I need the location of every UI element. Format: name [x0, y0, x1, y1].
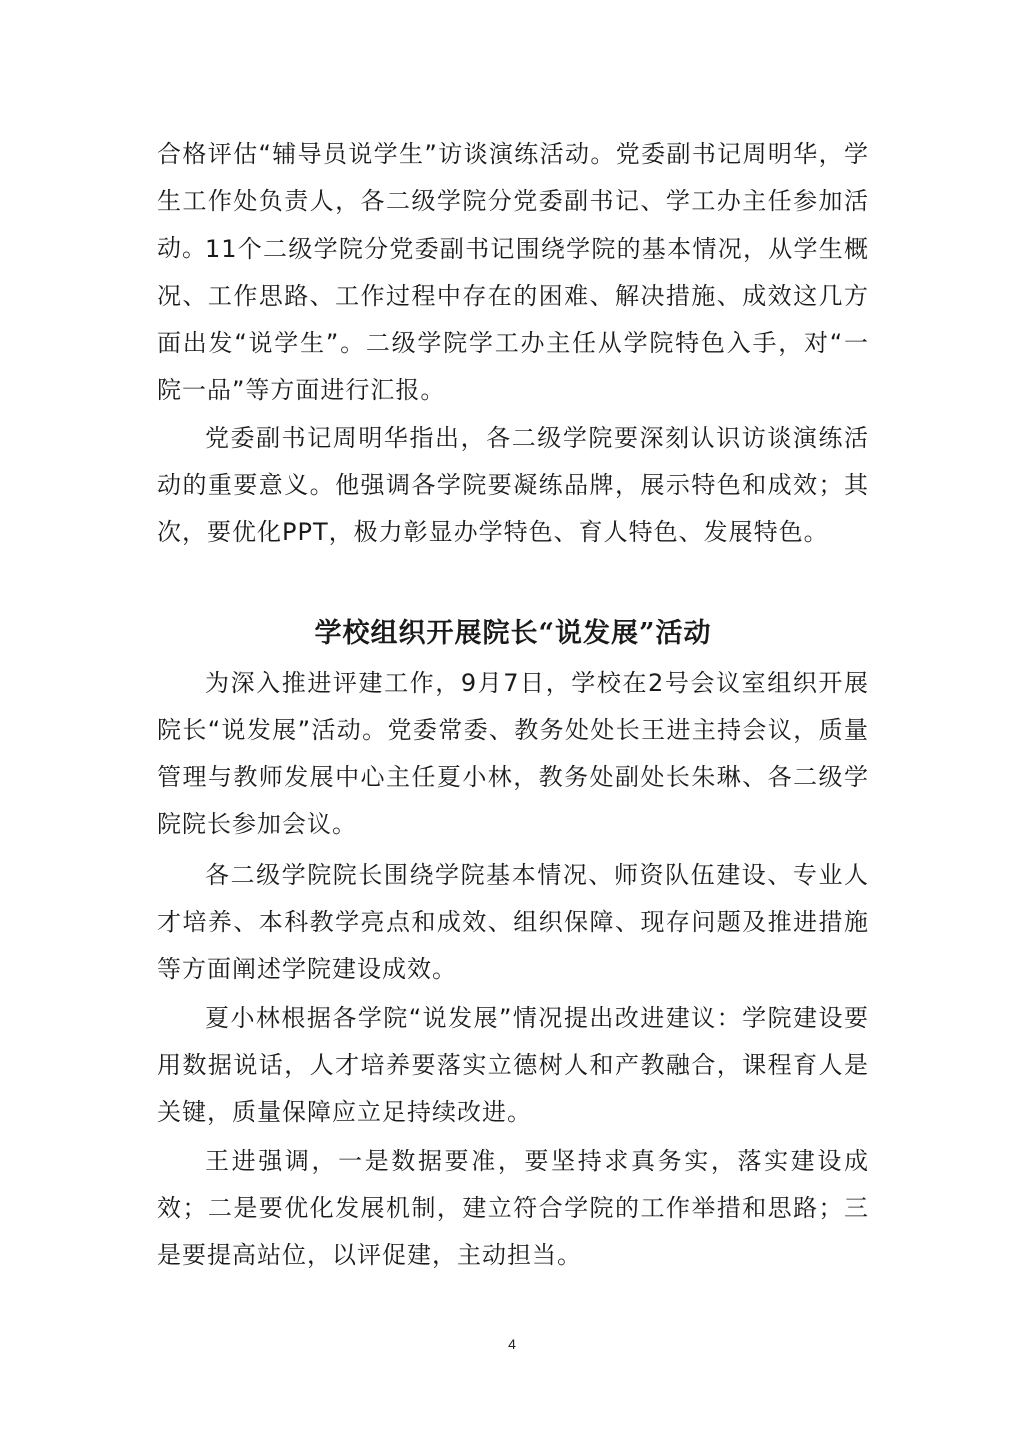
section-heading: 学校组织开展院长“说发展”活动	[314, 618, 712, 649]
paragraph-deputy-secretary-remarks: 党委副书记周明华指出，各二级学院要深刻认识访谈演练活动的重要意义。他强调各学院要凝练品牌，展示特色和成效；其次，要优化PPT，极力彰显办学特色、育人特色、发展特色。	[157, 424, 869, 546]
paragraph-secretaries-report: 11个二级学院分党委副书记围绕学院的基本情况，从学生概况、工作思路、工作过程中存在的困难、解决措施、成效这几方面出发“说学生”。二级学院学工办主任从学院特色入手，对“一院一品”等方面进行汇报。	[157, 235, 869, 404]
paragraph-continuation: 合格评估“辅导员说学生”访谈演练活动。党委副书记周明华，学生工作处负责人，各二级学院分党委副书记、学工办主任参加活动。	[157, 140, 869, 262]
paragraph-xia-suggestions: 夏小林根据各学院“说发展”情况提出改进建议：学院建设要用数据说话，人才培养要落实立德树人和产教融合，课程育人是关键，质量保障应立足持续改进。	[157, 1004, 869, 1126]
page-number: 4	[508, 1336, 516, 1352]
paragraph-deans-presentation: 各二级学院院长围绕学院基本情况、师资队伍建设、专业人才培养、本科教学亮点和成效、组织保障、现存问题及推进措施等方面阐述学院建设成效。	[157, 861, 869, 983]
paragraph-wang-emphasis: 王进强调，一是数据要准，要坚持求真务实，落实建设成效；二是要优化发展机制，建立符合学院的工作举措和思路；三是要提高站位，以评促建，主动担当。	[157, 1147, 869, 1269]
paragraph-activity-intro: 为深入推进评建工作，9月7日，学校在2号会议室组织开展院长“说发展”活动。党委常委、教务处处长王进主持会议，质量管理与教师发展中心主任夏小林，教务处副处长朱琳、各二级学院院长参加会议。	[157, 669, 869, 838]
